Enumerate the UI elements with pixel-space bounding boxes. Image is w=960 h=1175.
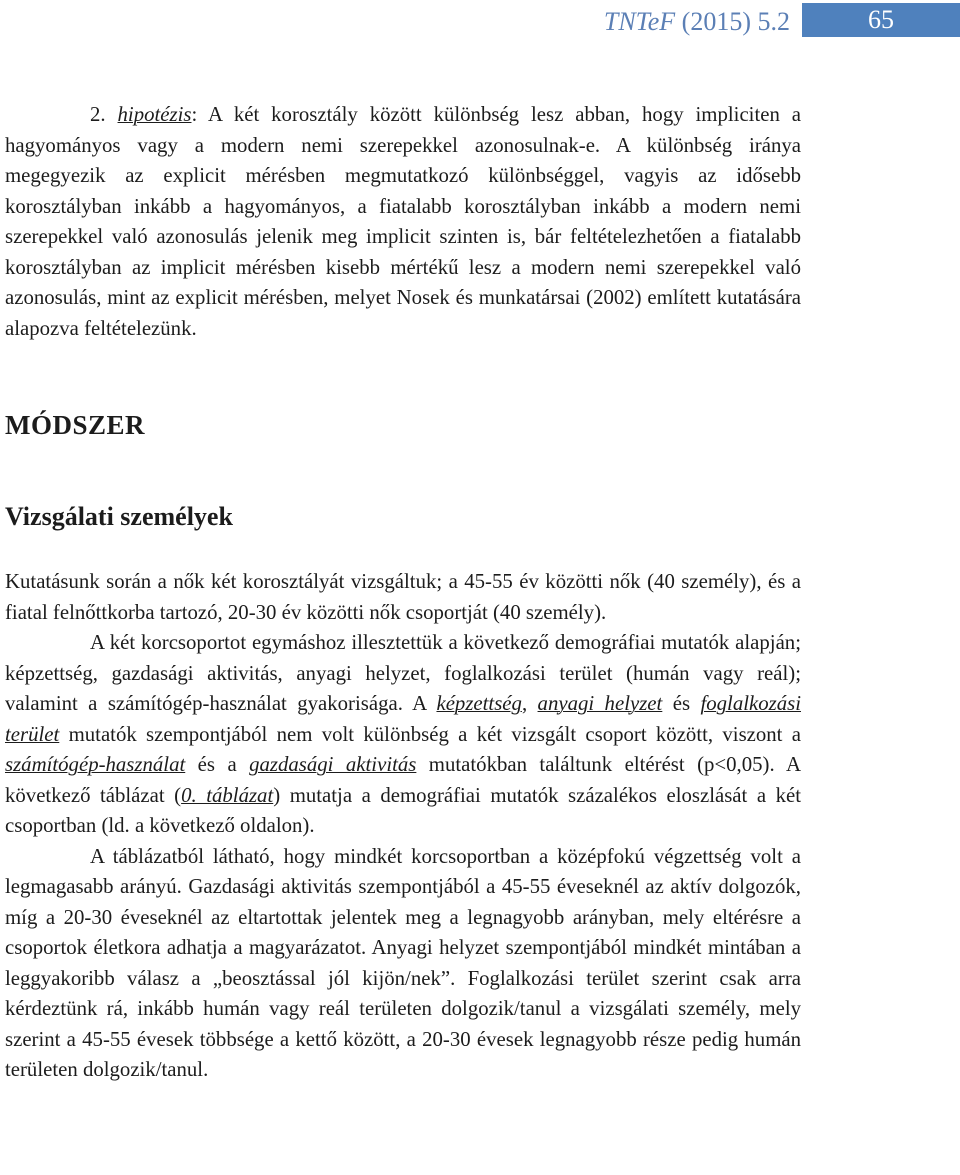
hypothesis-label: hipotézis xyxy=(117,103,192,126)
text-run: és xyxy=(662,692,701,715)
emphasis-occupation-field: foglalkozási terület xyxy=(5,692,801,746)
journal-name: TNTeF xyxy=(603,7,676,36)
matching-paragraph xyxy=(5,628,801,842)
text-run: és a xyxy=(185,753,250,776)
text-run: A két korcsoportot egymáshoz illesztettük a következő demográfiai mutatók alapján; képzettség, gazdasági aktivitás, anyagi helyzet, foglalkozási terület (humán vagy reál); valamint a számítógép-használat gyakorisága. A xyxy=(5,631,801,715)
text-run: mutatók szempontjából nem volt különbség a két vizsgált csoport között, viszont a xyxy=(59,722,801,746)
hypothesis-number: 2. xyxy=(90,103,106,126)
running-header xyxy=(604,5,790,39)
text-run: mutatókban találtunk eltérést (p<0,05). A következő táblázat ( xyxy=(5,753,801,807)
emphasis-economic-activity: gazdasági aktivitás xyxy=(249,753,417,776)
text-run: ) mutatja a demográfiai mutatók százalékos eloszlását a két csoportban (ld. a következő oldalon). xyxy=(5,783,801,837)
emphasis-computer-use: számítógép-használat xyxy=(5,753,186,776)
hypothesis-paragraph xyxy=(5,100,801,344)
page-body xyxy=(5,100,801,1086)
participants-paragraph: Kutatásunk során a nők két korosztályát vizsgáltuk; a 45-55 év közötti nők (40 személy), és a fiatal felnőttkorba tartozó, 20-30 év közötti nők csoportját (40 személy). xyxy=(5,570,801,624)
table-reference: 0. táblázat xyxy=(181,783,274,807)
page-number: 65 xyxy=(802,3,960,37)
emphasis-financial-status: anyagi helyzet xyxy=(537,692,663,715)
emphasis-education: képzettség xyxy=(436,692,522,715)
subsection-title: Vizsgálati személyek xyxy=(5,502,233,531)
section-title: MÓDSZER xyxy=(5,410,146,440)
text-run: , xyxy=(521,692,538,715)
table-summary-paragraph: A táblázatból látható, hogy mindkét korcsoportban a középfokú végzettség volt a legmagasabb arányú. Gazdasági aktivitás szempontjából a 45-55 éveseknél az aktív dolgozók, míg a 20-30 éveseknél az eltartottak jelentek meg a legnagyobb arányban, mely eltérésre a csoportok életkora adhatja a magyarázatot. Anyagi helyzet szempontjából mindkét mintában a leggyakoribb válasz a „beosztással jól kijön/nek”. Foglalkozási terület szerint csak arra kérdeztünk rá, inkább humán vagy reál területen dolgozik/tanul a vizsgálati személy, mely szerint a 45-55 évesek többsége a kettő között, a 20-30 évesek legnagyobb része pedig humán területen dolgozik/tanul. xyxy=(5,844,801,1081)
journal-volume: (2015) 5.2 xyxy=(681,7,790,36)
hypothesis-text: : A két korosztály között különbség lesz abban, hogy impliciten a hagyományos vagy a modern nemi szerepekkel azonosulnak-e. A különbség iránya megegyezik az explicit mérésben megmutatkozó különbséggel, vagyis az idősebb korosztályban inkább a hagyományos, a fiatalabb korosztályban inkább a modern nemi szerepekkel való azonosulás jelenik meg implicit szinten is, bár feltételezhetően a fiatalabb korosztályban az implicit mérésben kisebb mértékű lesz a modern nemi szerepekkel való azonosulás, mint az explicit mérésben, melyet Nosek és munkatársai (2002) említett kutatására alapozva feltételezünk. xyxy=(5,103,802,340)
